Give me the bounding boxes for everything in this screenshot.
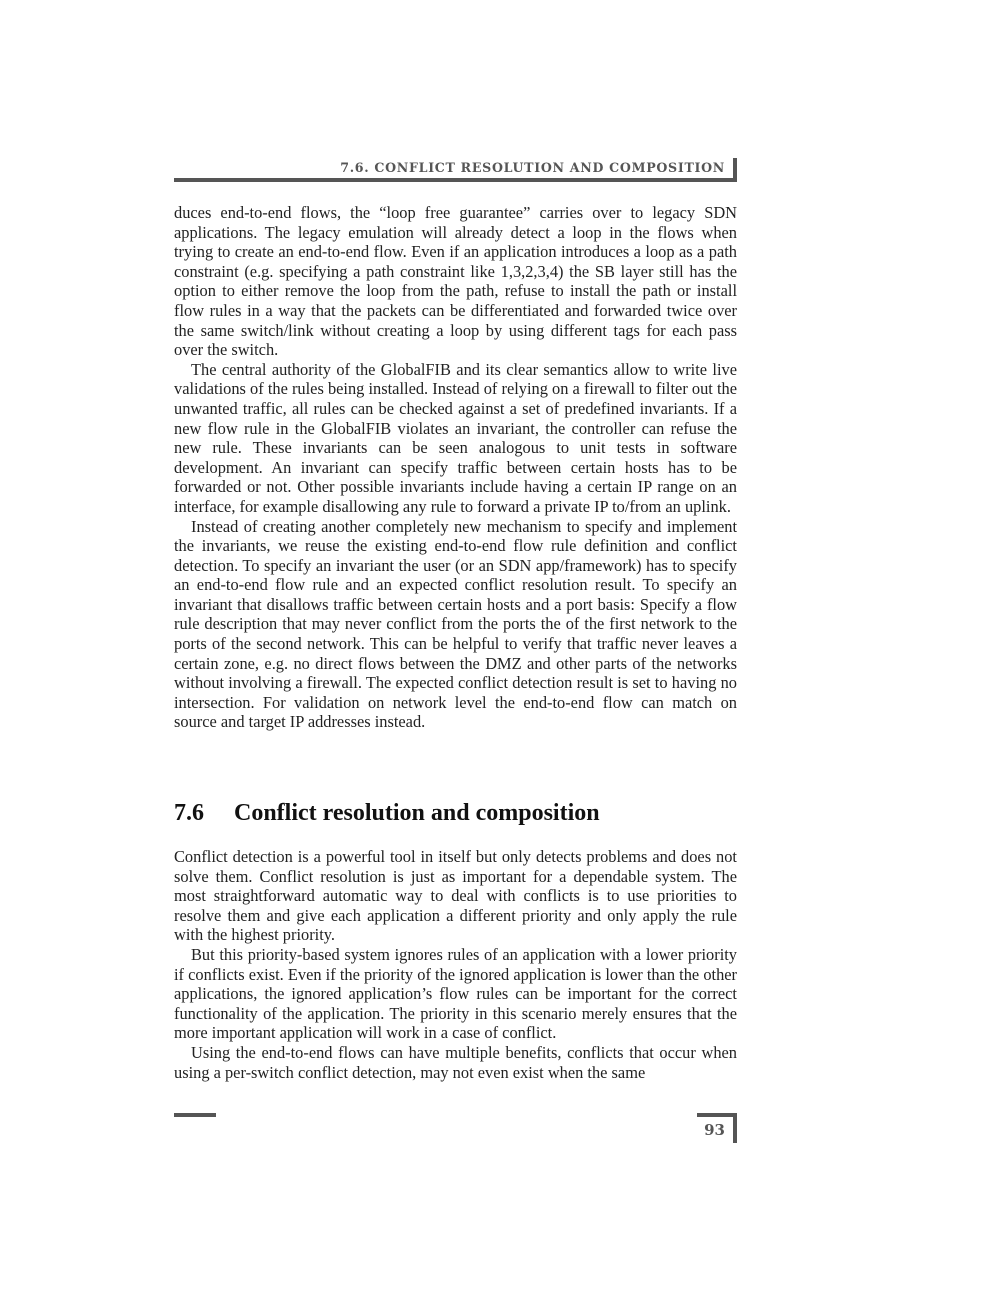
- running-header: 7.6. CONFLICT RESOLUTION AND COMPOSITION: [340, 160, 725, 175]
- paragraph: Using the end-to-end flows can have multiple benefits, conflicts that occur when using a per-switch conflict detection, may not even exist when the same: [174, 1042, 737, 1082]
- page-number: 93: [704, 1121, 725, 1139]
- section-heading: [174, 800, 737, 827]
- footer-rule-left: [174, 1113, 216, 1117]
- paragraph: Instead of creating another completely new mechanism to specify and implement the invariants, we reuse the existing end-to-end flow rule definition and conflict detection. To specify an invariant the user (or an SDN app/framework) has to specify an end-to-end flow rule and an expected conflict resolution result. To specify an invariant that disallows traffic between certain hosts and a port basis: Specify a flow rule description that may never conflict from the ports the of the first network to the ports of the second network. This can be helpful to verify that traffic never leaves a certain zone, e.g. no direct flows between the DMZ and other parts of the networks without involving a firewall. The expected conflict detection result is set to having no intersection. For validation on network level the end-to-end flow can match on source and target IP addresses instead.: [174, 516, 737, 732]
- body-text-before-section: [174, 203, 737, 732]
- header-rule: [174, 178, 737, 182]
- header-corner-mark: [733, 158, 737, 182]
- footer-rule-right: [697, 1113, 737, 1117]
- section-title: Conflict resolution and composition: [234, 800, 600, 826]
- paragraph: Conflict detection is a powerful tool in itself but only detects problems and does not solve them. Conflict resolution is just as important for a dependable system. The most straightforward automatic way to deal with conflicts is to use priorities to resolve them and give each application a different priority and only apply the rule with the highest priority.: [174, 847, 737, 945]
- paragraph: But this priority-based system ignores rules of an application with a lower priority if conflicts exist. Even if the priority of the ignored application is lower than the other applications, the ignored application’s flow rules can be important for the correct functionality of the application. The priority in this scenario merely ensures that the more important application will work in a case of conflict.: [174, 944, 737, 1043]
- paragraph: duces end-to-end flows, the “loop free guarantee” carries over to legacy SDN applications. The legacy emulation will already detect a loop in the flows when trying to create an end-to-end flow. Even if an application introduces a loop as a path constraint (e.g. specifying a path constraint like 1,3,2,3,4) the SB layer still has the option to either remove the loop from the path, refuse to install the path or install flow rules in a way that the packets can be differentiated and forwarded twice over the same switch/link without creating a loop by using different tags for each pass over the switch.: [174, 203, 737, 360]
- section-number: 7.6: [174, 800, 204, 826]
- body-text-after-section: [174, 847, 737, 1082]
- paragraph: The central authority of the GlobalFIB and its clear semantics allow to write live validations of the rules being installed. Instead of relying on a firewall to filter out the unwanted traffic, all rules can be checked against a set of predefined invariants. If a new flow rule in the GlobalFIB violates an invariant, the controller can refuse the new rule. These invariants can be seen analogous to unit tests in software development. An invariant can specify traffic between certain hosts has to be forwarded or not. Other possible invariants include having a certain IP range on an interface, for example disallowing any rule to forward a private IP to/from an uplink.: [174, 359, 737, 516]
- footer-corner-mark: [733, 1113, 737, 1143]
